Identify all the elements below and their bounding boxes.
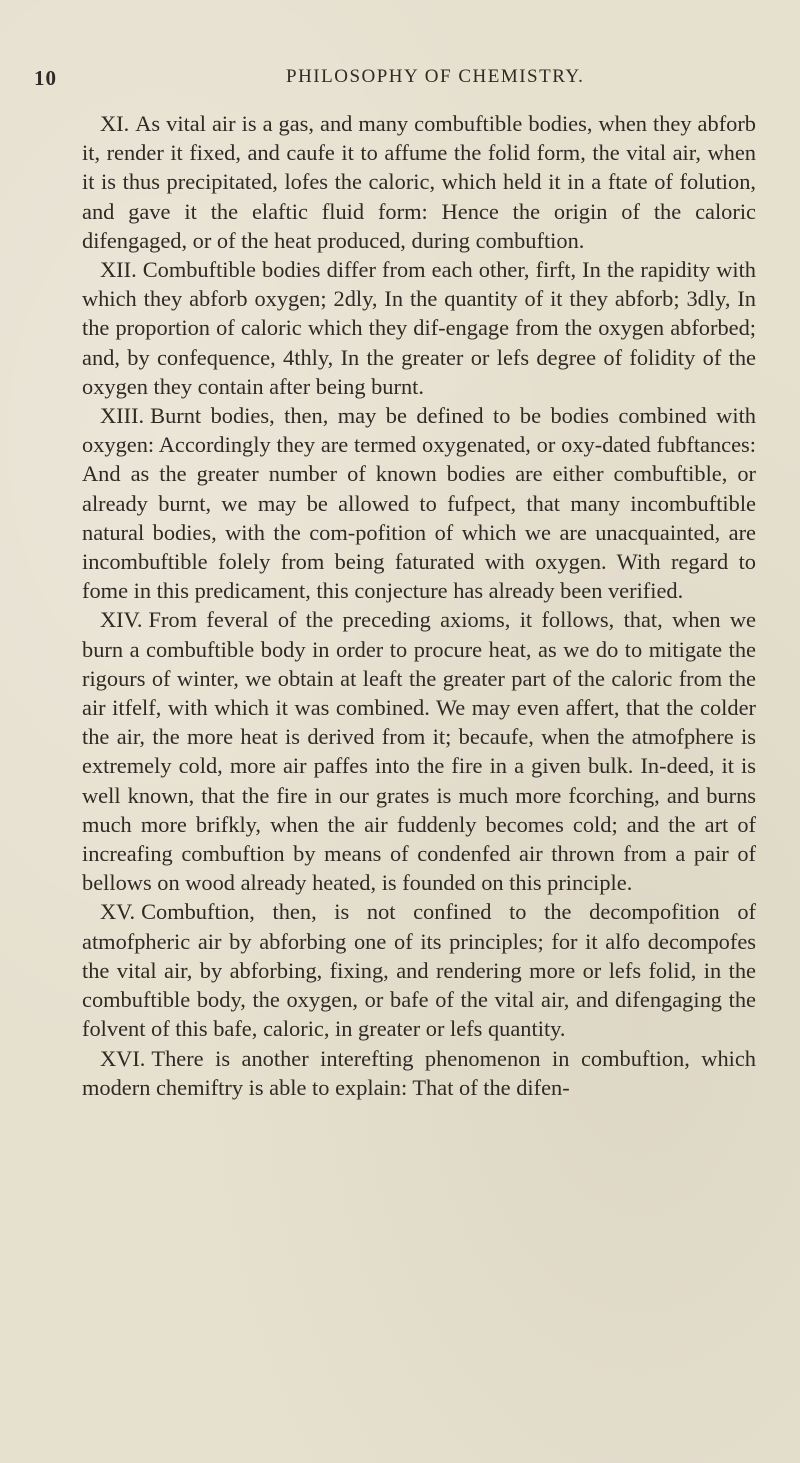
paragraph-xii [82,255,756,401]
running-head: PHILOSOPHY OF CHEMISTRY. [286,66,585,87]
paragraph-number: XV. [100,899,136,925]
paragraph-text: Combuftion, then, is not confined to the decompofition of atmofpheric air by abforbing one of its principles; for it alfo decompofes the vital air, by abforbing, fixing, and rendering more or lefs folid, in the combuftible body, the oxygen, or bafe of the vital air, and difengaging the folvent of this bafe, caloric, in greater or lefs quantity. [82,899,756,1042]
paragraph-xiii [82,401,756,605]
paragraph-xiv [82,605,756,897]
paragraph-xvi [82,1044,756,1102]
body-text [82,109,756,1102]
paragraph-number: XIII. [100,403,145,429]
paragraph-text: As vital air is a gas, and many combuftible bodies, when they abforb it, render it fixed, and caufe it to affume the folid form, the vital air, when it is thus precipitated, lofes the caloric, which held it in a ftate of folution, and gave it the elaftic fluid form: Hence the origin of the caloric difengaged, or of the heat produced, during combuftion. [82,111,756,253]
paragraph-text: Burnt bodies, then, may be defined to be bodies combined with oxygen: Accordingly they are termed oxygenated, or oxy-dated fubftances: And as the greater number of known bodies are either combuftible, or already burnt, we may be allowed to fufpect, that many incombuftible natural bodies, with the com-pofition of which we are unacquainted, are incombuftible folely from being faturated with oxygen. With regard to fome in this predicament, this conjecture has already been verified. [82,403,756,604]
paragraph-number: XVI. [100,1045,146,1071]
paragraph-text: From feveral of the preceding axioms, it follows, that, when we burn a combuftible body in order to procure heat, as we do to mitigate the rigours of winter, we obtain at leaft the greater part of the caloric from the air itfelf, with which it was combined. We may even affert, that the colder the air, the more heat is derived from it; becaufe, when the atmofphere is extremely cold, more air paffes into the fire in a given bulk. In-deed, it is well known, that the fire in our grates is much more fcorching, and burns much more brifkly, when the air fuddenly becomes cold; and the art of increafing combuftion by means of condenfed air thrown from a pair of bellows on wood already heated, is founded on this principle. [82,607,756,896]
paragraph-text: Combuftible bodies differ from each other, firft, In the rapidity with which they abforb oxygen; 2dly, In the quantity of it they abforb; 3dly, In the proportion of caloric which they dif-engage from the oxygen abforbed; and, by confequence, 4thly, In the greater or lefs degree of folidity of the oxygen they contain after being burnt. [82,257,756,399]
paragraph-xv [82,897,756,1043]
paragraph-number: XII. [100,257,137,283]
page-number: 10 [34,66,57,90]
page-header [34,66,730,102]
paragraph-number: XI. [100,111,130,136]
paragraph-xi [82,109,756,255]
paragraph-number: XIV. [100,607,143,633]
paragraph-text: There is another interefting phenomenon in combuftion, which modern chemiftry is able to explain: That of the difen- [82,1045,756,1100]
